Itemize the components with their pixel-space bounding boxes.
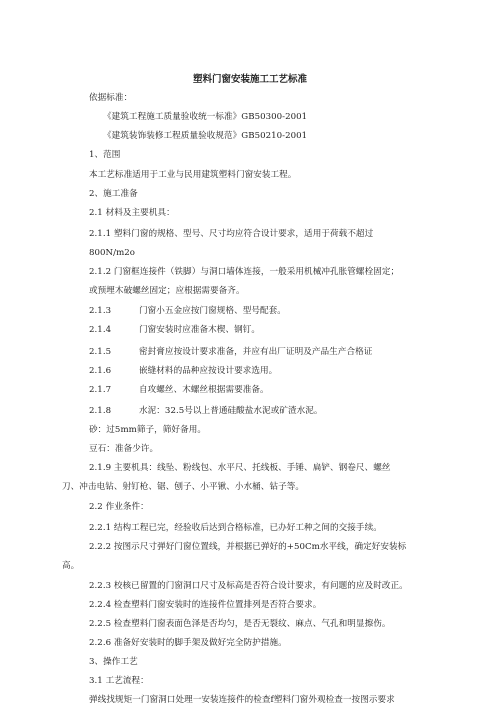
gravel-text: 豆石：准备少许。 bbox=[89, 444, 159, 454]
section-1-text: 本工艺标准适用于工业与民用建筑塑料门窗安装工程。 bbox=[89, 170, 297, 180]
section-2-1-4-text: 门窗安装时应准备木楔、钢钉。 bbox=[139, 325, 261, 335]
section-2-1-6-number: 2.1.6 bbox=[89, 366, 112, 376]
section-2-1-9-line-1: 2.1.9 主要机具：线坠、粉线包、水平尺、托线板、手锤、扁铲、钢卷尺、螺丝 bbox=[89, 463, 391, 473]
section-2-1-8-text: 水泥：32.5号以上普通硅酸盐水泥或矿渣水泥。 bbox=[139, 406, 323, 416]
section-2-1-5-text: 密封膏应按设计要求准备，并应有出厂证明及产品生产合格证 bbox=[139, 347, 373, 357]
sand-text: 砂：过5mm筛子，筛好备用。 bbox=[89, 425, 206, 435]
section-2-1-8-number: 2.1.8 bbox=[89, 406, 112, 416]
basis-label: 依据标准： bbox=[89, 93, 133, 103]
section-2-1-2-line-2: 或预埋木破螺丝固定；应根据需要备齐。 bbox=[89, 286, 245, 296]
document-title: 塑料门窗安装施工工艺标准 bbox=[192, 74, 307, 85]
section-2-1-9-line-2: 刀、冲击电钻、射钉枪、锯、刨子、小平锹、小水桶、钻子等。 bbox=[62, 482, 305, 492]
section-2-2-1: 2.2.1 结构工程已完，经验收后达到合格标准，已办好工种之间的交接手续。 bbox=[89, 523, 382, 533]
section-1-heading: 1、范围 bbox=[89, 150, 121, 160]
section-3-heading: 3、操作工艺 bbox=[89, 657, 138, 667]
standard-1: 《建筑工程施工质量验收统一标准》GB50300-2001 bbox=[103, 112, 308, 122]
section-3-1-heading: 3.1 工艺流程： bbox=[89, 676, 149, 686]
section-2-1-heading: 2.1 材料及主要机具： bbox=[89, 208, 175, 218]
section-2-2-heading: 2.2 作业条件： bbox=[89, 502, 149, 512]
section-2-2-2-line-1: 2.2.2 按图示尺寸弹好门窗位置线，并根据已弹好的+50Cm水平线，确定好安装标 bbox=[89, 542, 407, 552]
section-2-heading: 2、施工准备 bbox=[89, 189, 138, 199]
section-2-1-7-text: 自攻螺丝、木螺丝根据需要准备。 bbox=[139, 385, 269, 395]
section-2-1-2-line-1: 2.1.2 门窗框连接件（铁脚）与洞口墙体连接，一般采用机械冲孔胀管螺栓固定； bbox=[89, 267, 400, 277]
section-2-2-6: 2.2.6 准备好安装时的脚手架及做好完全防护措施。 bbox=[89, 638, 287, 648]
section-2-1-5-number: 2.1.5 bbox=[89, 347, 112, 357]
section-2-1-7-number: 2.1.7 bbox=[89, 385, 112, 395]
section-2-2-4: 2.2.4 检查塑料门窗安装时的连接件位置排列是否符合要求。 bbox=[89, 600, 322, 610]
section-2-1-1-line-2: 800N/m2o bbox=[89, 248, 136, 258]
section-2-1-4-number: 2.1.4 bbox=[89, 325, 112, 335]
section-2-1-3-text: 门窗小五金应按门窗规格、型号配套。 bbox=[139, 306, 286, 316]
section-2-2-2-line-2: 高。 bbox=[62, 561, 80, 571]
section-2-2-5: 2.2.5 检查塑料门窗表面色泽是否均匀，是否无裂纹、麻点、气孔和明显擦伤。 bbox=[89, 619, 391, 629]
standard-2: 《建筑装饰装修工程质量验收规范》GB50210-2001 bbox=[103, 131, 308, 141]
section-2-1-3-number: 2.1.3 bbox=[89, 306, 112, 316]
section-2-1-1-line-1: 2.1.1 塑料门窗的规格、型号、尺寸均应符合设计要求，适用于荷载不超过 bbox=[89, 229, 374, 239]
process-flow-text: 弹线找规矩一门窗洞口处理一安装连接件的检查f塑料门窗外观检查一按图示要求 bbox=[89, 695, 395, 705]
section-2-2-3: 2.2.3 校核已留置的门窗洞口尺寸及标高是否符合设计要求，有问题的应及时改正。 bbox=[89, 581, 408, 591]
section-2-1-6-text: 嵌缝材料的品种应按设计要求选用。 bbox=[139, 366, 278, 376]
